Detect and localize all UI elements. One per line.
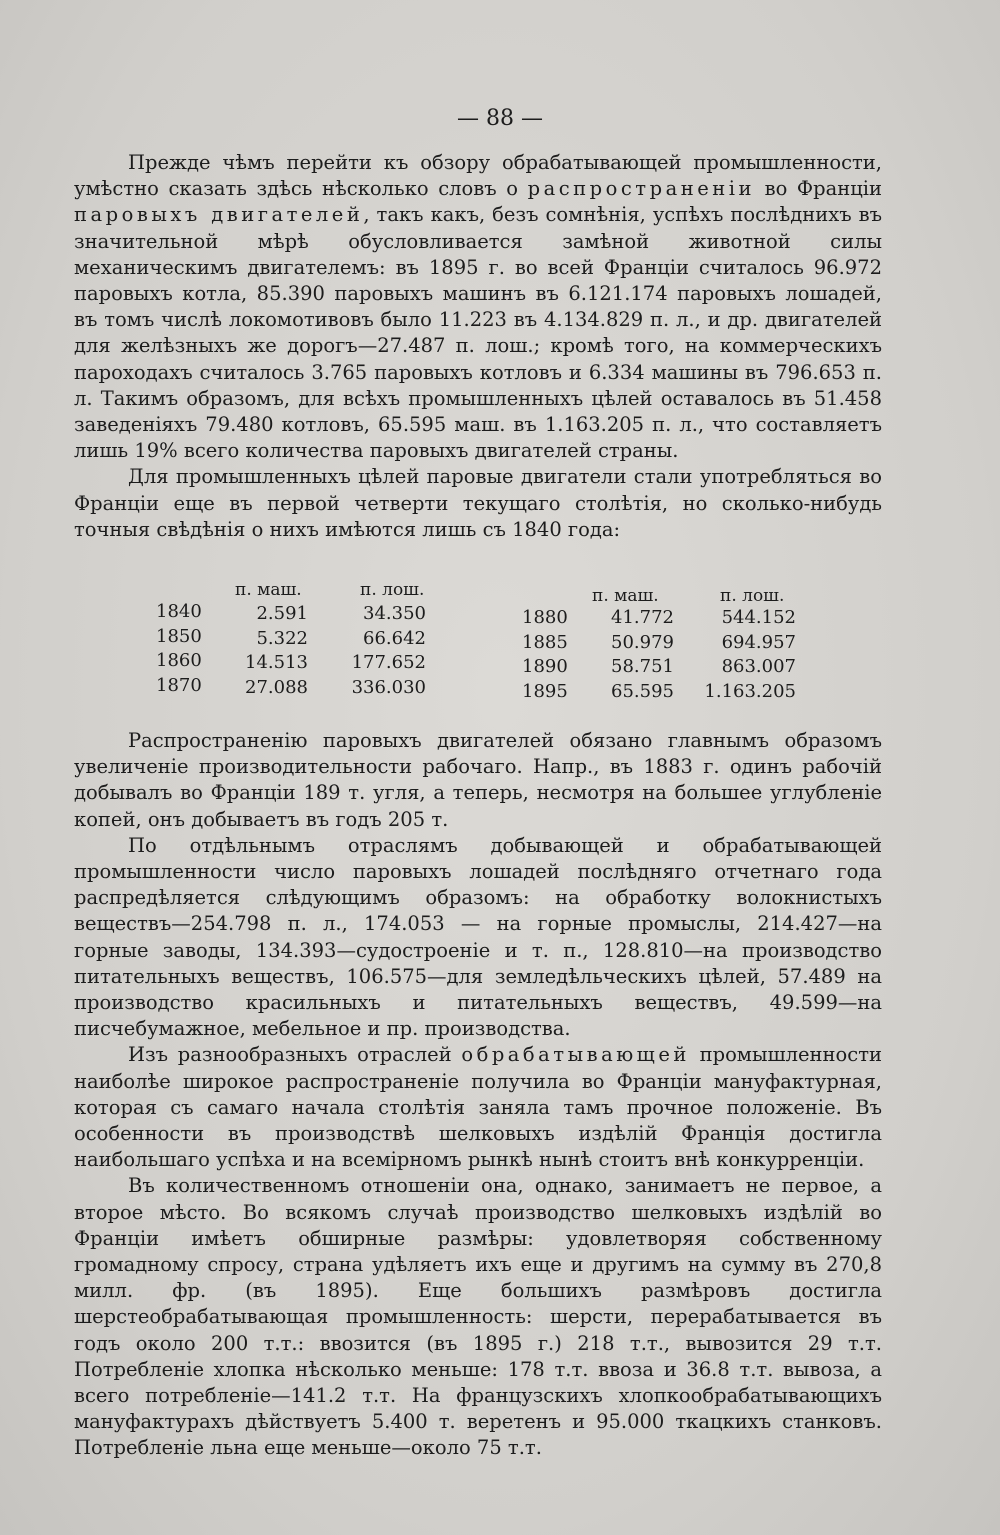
paragraph-horsepower-distribution: По отдѣльнымъ отраслямъ добывающей и обрабатывающей промышленности число паровыхъ лошадей послѣдняго отчетнаго года распредѣляется слѣдующимъ образомъ: на обработку волокнистыхъ веществъ—254.798 п. л., 174.053 — на горные промыслы, 214.427—на горные заводы, 134.393—судостроеніе и т. п., 128.810—на производство питательныхъ веществъ, 106.575—для земледѣльческихъ цѣлей, 57.489 на производство красильныхъ и питательныхъ веществъ, 49.599—на писчебумажное, мебельное и пр. производства. bbox=[74, 833, 882, 1041]
left-header-machines: п. маш. bbox=[235, 580, 302, 600]
table-cell-year: 1840 bbox=[156, 601, 202, 622]
table-cell-horsepower: 863.007 bbox=[721, 656, 796, 677]
para5-text-b: промышленности наиболѣе широкое распространеніе получила во Франціи мануфактурная, которая съ самаго начала столѣтія заняла тамъ прочное положеніе. Въ особенности въ производствѣ шелковыхъ издѣлій Франція достигла наибольшаго успѣха и на всемірномъ рынкѣ нынѣ стоитъ внѣ конкурренціи. bbox=[74, 1043, 882, 1172]
para5-text-a: Изъ разнообразныхъ отраслей bbox=[128, 1043, 462, 1067]
paragraph-productivity: Распространенію паровыхъ двигателей обязано главнымъ образомъ увеличеніе производительности рабочаго. Напр., въ 1883 г. одинъ рабочій добывалъ во Франціи 189 т. угля, а теперь, несмотря на большее углубленіе копей, онъ добываетъ въ годъ 205 т. bbox=[74, 729, 882, 831]
table-cell-machines: 5.322 bbox=[256, 627, 308, 649]
table-cell-machines: 2.591 bbox=[256, 603, 308, 624]
emphasis-processing: обрабатывающей bbox=[461, 1043, 690, 1067]
right-year-column bbox=[522, 606, 568, 704]
para1-text-a: Прежде чѣмъ перейти къ обзору обрабатывающей промышленности, умѣстно сказать здѣсь нѣсколько словъ о bbox=[74, 151, 882, 201]
main-section bbox=[74, 728, 882, 1462]
table-cell-year: 1860 bbox=[156, 650, 202, 671]
table-cell-horsepower: 34.350 bbox=[363, 603, 426, 624]
table-cell-machines: 27.088 bbox=[245, 676, 308, 698]
table-cell-horsepower: 177.652 bbox=[351, 652, 426, 673]
table-cell-horsepower: 1.163.205 bbox=[704, 680, 796, 702]
page-number: — 88 — bbox=[457, 106, 543, 131]
table-cell-machines: 41.772 bbox=[611, 607, 674, 628]
table-cell-horsepower: 336.030 bbox=[351, 676, 426, 698]
table-cell-machines: 65.595 bbox=[611, 680, 674, 702]
left-year-column bbox=[156, 600, 202, 698]
right-horsepower-column bbox=[690, 606, 796, 704]
right-machines-column bbox=[582, 606, 674, 704]
intro-section bbox=[74, 150, 882, 543]
right-header-machines: п. маш. bbox=[592, 586, 659, 606]
paragraph-industrial-use: Для промышленныхъ цѣлей паровые двигатели стали употребляться во Франціи еще въ первой четверти текущаго столѣтія, но сколько-нибудь точныя свѣдѣнія о нихъ имѣются лишь съ 1840 года: bbox=[74, 465, 882, 541]
table-cell-horsepower: 694.957 bbox=[721, 631, 796, 653]
table-cell-horsepower: 66.642 bbox=[363, 627, 426, 649]
emphasis-spread: распространенiи bbox=[527, 177, 755, 201]
table-cell-horsepower: 544.152 bbox=[721, 607, 796, 628]
table-cell-year: 1850 bbox=[156, 625, 202, 647]
emphasis-steam-engines: паровыхъ двигателей bbox=[74, 203, 364, 227]
right-header-horsepower: п. лош. bbox=[720, 586, 785, 606]
table-cell-year: 1870 bbox=[156, 674, 202, 696]
steam-engine-table bbox=[120, 580, 820, 705]
table-cell-year: 1890 bbox=[522, 656, 568, 677]
left-horsepower-column bbox=[330, 602, 426, 700]
table-cell-year: 1880 bbox=[522, 607, 568, 628]
table-cell-year: 1895 bbox=[522, 680, 568, 702]
paragraph-textiles: Въ количественномъ отношеніи она, однако, занимаетъ не первое, а второе мѣсто. Во всякомъ случаѣ производство шелковыхъ издѣлій во Франціи имѣетъ обширные размѣры: удовлетворяя собственному громадному спросу, страна удѣляетъ ихъ еще и другимъ на сумму въ 270,8 милл. фр. (въ 1895). Еще большихъ размѣровъ достигла шерстеобрабатывающая промышленность: шерсти, перерабатывается въ годъ около 200 т.т.: ввозится (въ 1895 г.) 218 т.т., вывозится 29 т.т. Потребленіе хлопка нѣсколько меньше: 178 т.т. ввоза и 36.8 т.т. вывоза, а всего потребленіе—141.2 т.т. На французскихъ хлопкообрабатывающихъ мануфактурахъ дѣйствуетъ 5.400 т. веретенъ и 95.000 ткацкихъ станковъ. Потребленіе льна еще меньше—около 75 т.т. bbox=[74, 1174, 882, 1460]
para1-text-b: во Францiи bbox=[754, 177, 882, 201]
table-cell-machines: 14.513 bbox=[245, 652, 308, 673]
para1-text-c: , такъ какъ, безъ сомнѣнія, успѣхъ послѣднихъ въ значительной мѣрѣ обусловливается замѣной животной силы механическимъ двигателемъ: въ 1895 г. во всей Франціи считалось 96.972 паровыхъ котла, 85.390 паровыхъ машинъ въ 6.121.174 паровыхъ лошадей, въ томъ числѣ локомотивовъ было 11.223 въ 4.134.829 п. л., и др. двигателей для желѣзныхъ же дорогъ—27.487 п. лош.; кромѣ того, на коммерческихъ пароходахъ считалось 3.765 паровыхъ котловъ и 6.334 машины въ 796.653 п. л. Такимъ образомъ, для всѣхъ промышленныхъ цѣлей оставалось въ 51.458 заведеніяхъ 79.480 котловъ, 65.595 маш. въ 1.163.205 п. л., что составляетъ лишь 19% всего количества паровыхъ двигателей страны. bbox=[74, 203, 882, 463]
left-machines-column bbox=[220, 602, 308, 700]
paragraph-manufacturing bbox=[74, 1042, 882, 1173]
paragraph-steam-engines bbox=[74, 150, 882, 464]
table-cell-machines: 50.979 bbox=[611, 631, 674, 653]
left-header-horsepower: п. лош. bbox=[360, 580, 425, 600]
table-cell-year: 1885 bbox=[522, 631, 568, 653]
table-cell-machines: 58.751 bbox=[611, 656, 674, 677]
